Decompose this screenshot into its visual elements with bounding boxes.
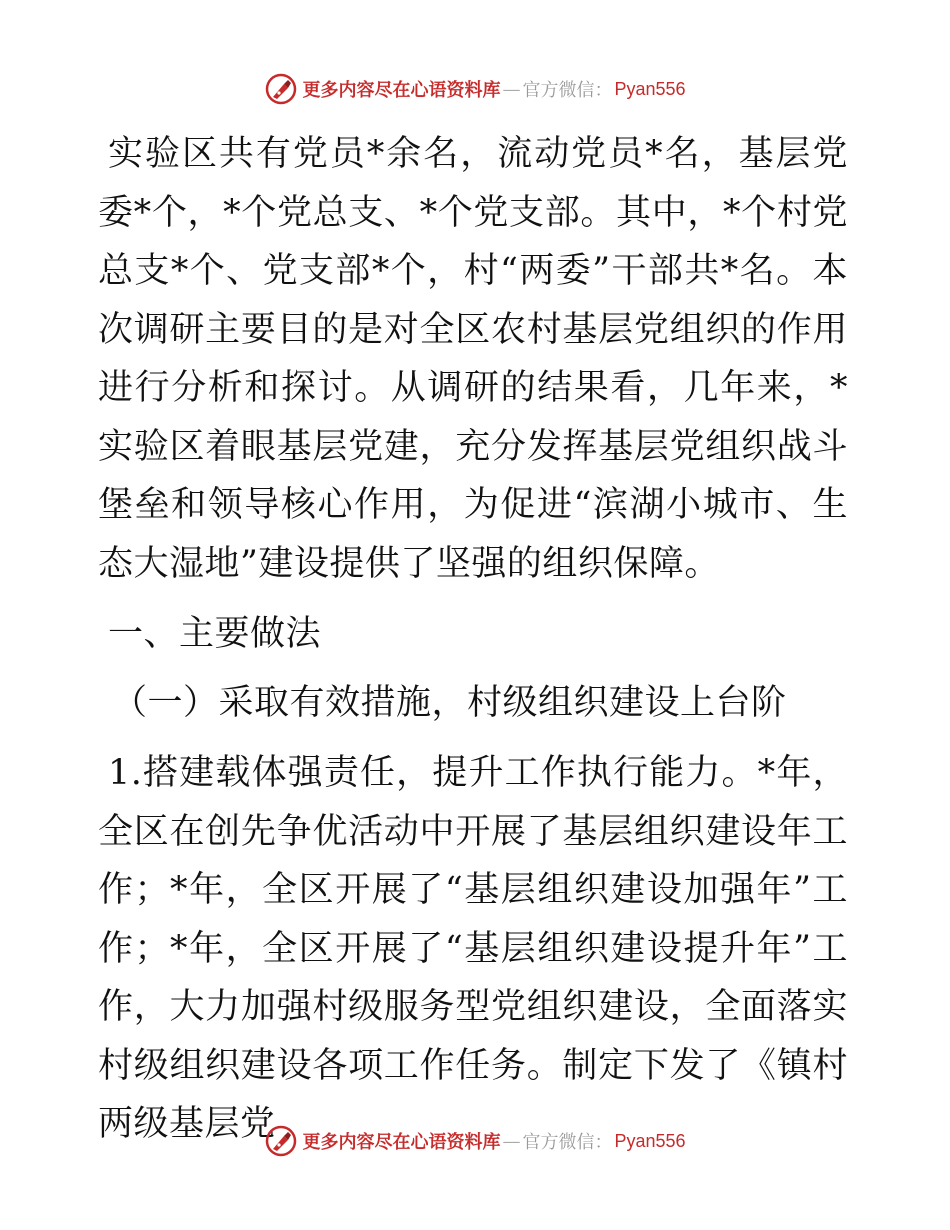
watermark-wechat-id: Pyan556 [614, 78, 686, 99]
watermark-official-label: 官方微信： [522, 80, 613, 101]
header-watermark [0, 72, 950, 106]
watermark-brand-text: 更多内容尽在心语资料库 [302, 80, 501, 101]
pen-nib-logo-icon [264, 72, 298, 106]
watermark-wechat-id: Pyan556 [614, 1130, 686, 1151]
subsection-heading-1: （一）采取有效措施，村级组织建设上台阶 [112, 682, 787, 723]
document-body [98, 125, 848, 1154]
watermark-brand-text: 更多内容尽在心语资料库 [302, 1132, 501, 1153]
pen-nib-logo-icon [264, 1124, 298, 1158]
item-paragraph-1: 1.搭建载体强责任，提升工作执行能力。*年，全区在创先争优活动中开展了基层组织建设年工作；*年，全区开展了“基层组织建设加强年”工作；*年，全区开展了“基层组织建设提升年”工作，大力加强村级服务型党组织建设，全面落实村级组织建设各项工作任务。制定下发了《镇村两级基层党 [98, 753, 848, 1144]
intro-paragraph: 实验区共有党员*余名，流动党员*名，基层党委*个，*个党总支、*个党支部。其中，*个村党总支*个、党支部*个，村“两委”干部共*名。本次调研主要目的是对全区农村基层党组织的作用进行分析和探讨。从调研的结果看，几年来，*实验区着眼基层党建，充分发挥基层党组织战斗堡垒和领导核心作用，为促进“滨湖小城市、生态大湿地”建设提供了坚强的组织保障。 [98, 134, 848, 584]
section-heading-1: 一、主要做法 [108, 614, 322, 654]
watermark-separator: — [502, 1130, 521, 1152]
watermark-official-label: 官方微信： [522, 1132, 613, 1153]
watermark-separator: — [502, 78, 521, 100]
footer-watermark [0, 1124, 950, 1158]
